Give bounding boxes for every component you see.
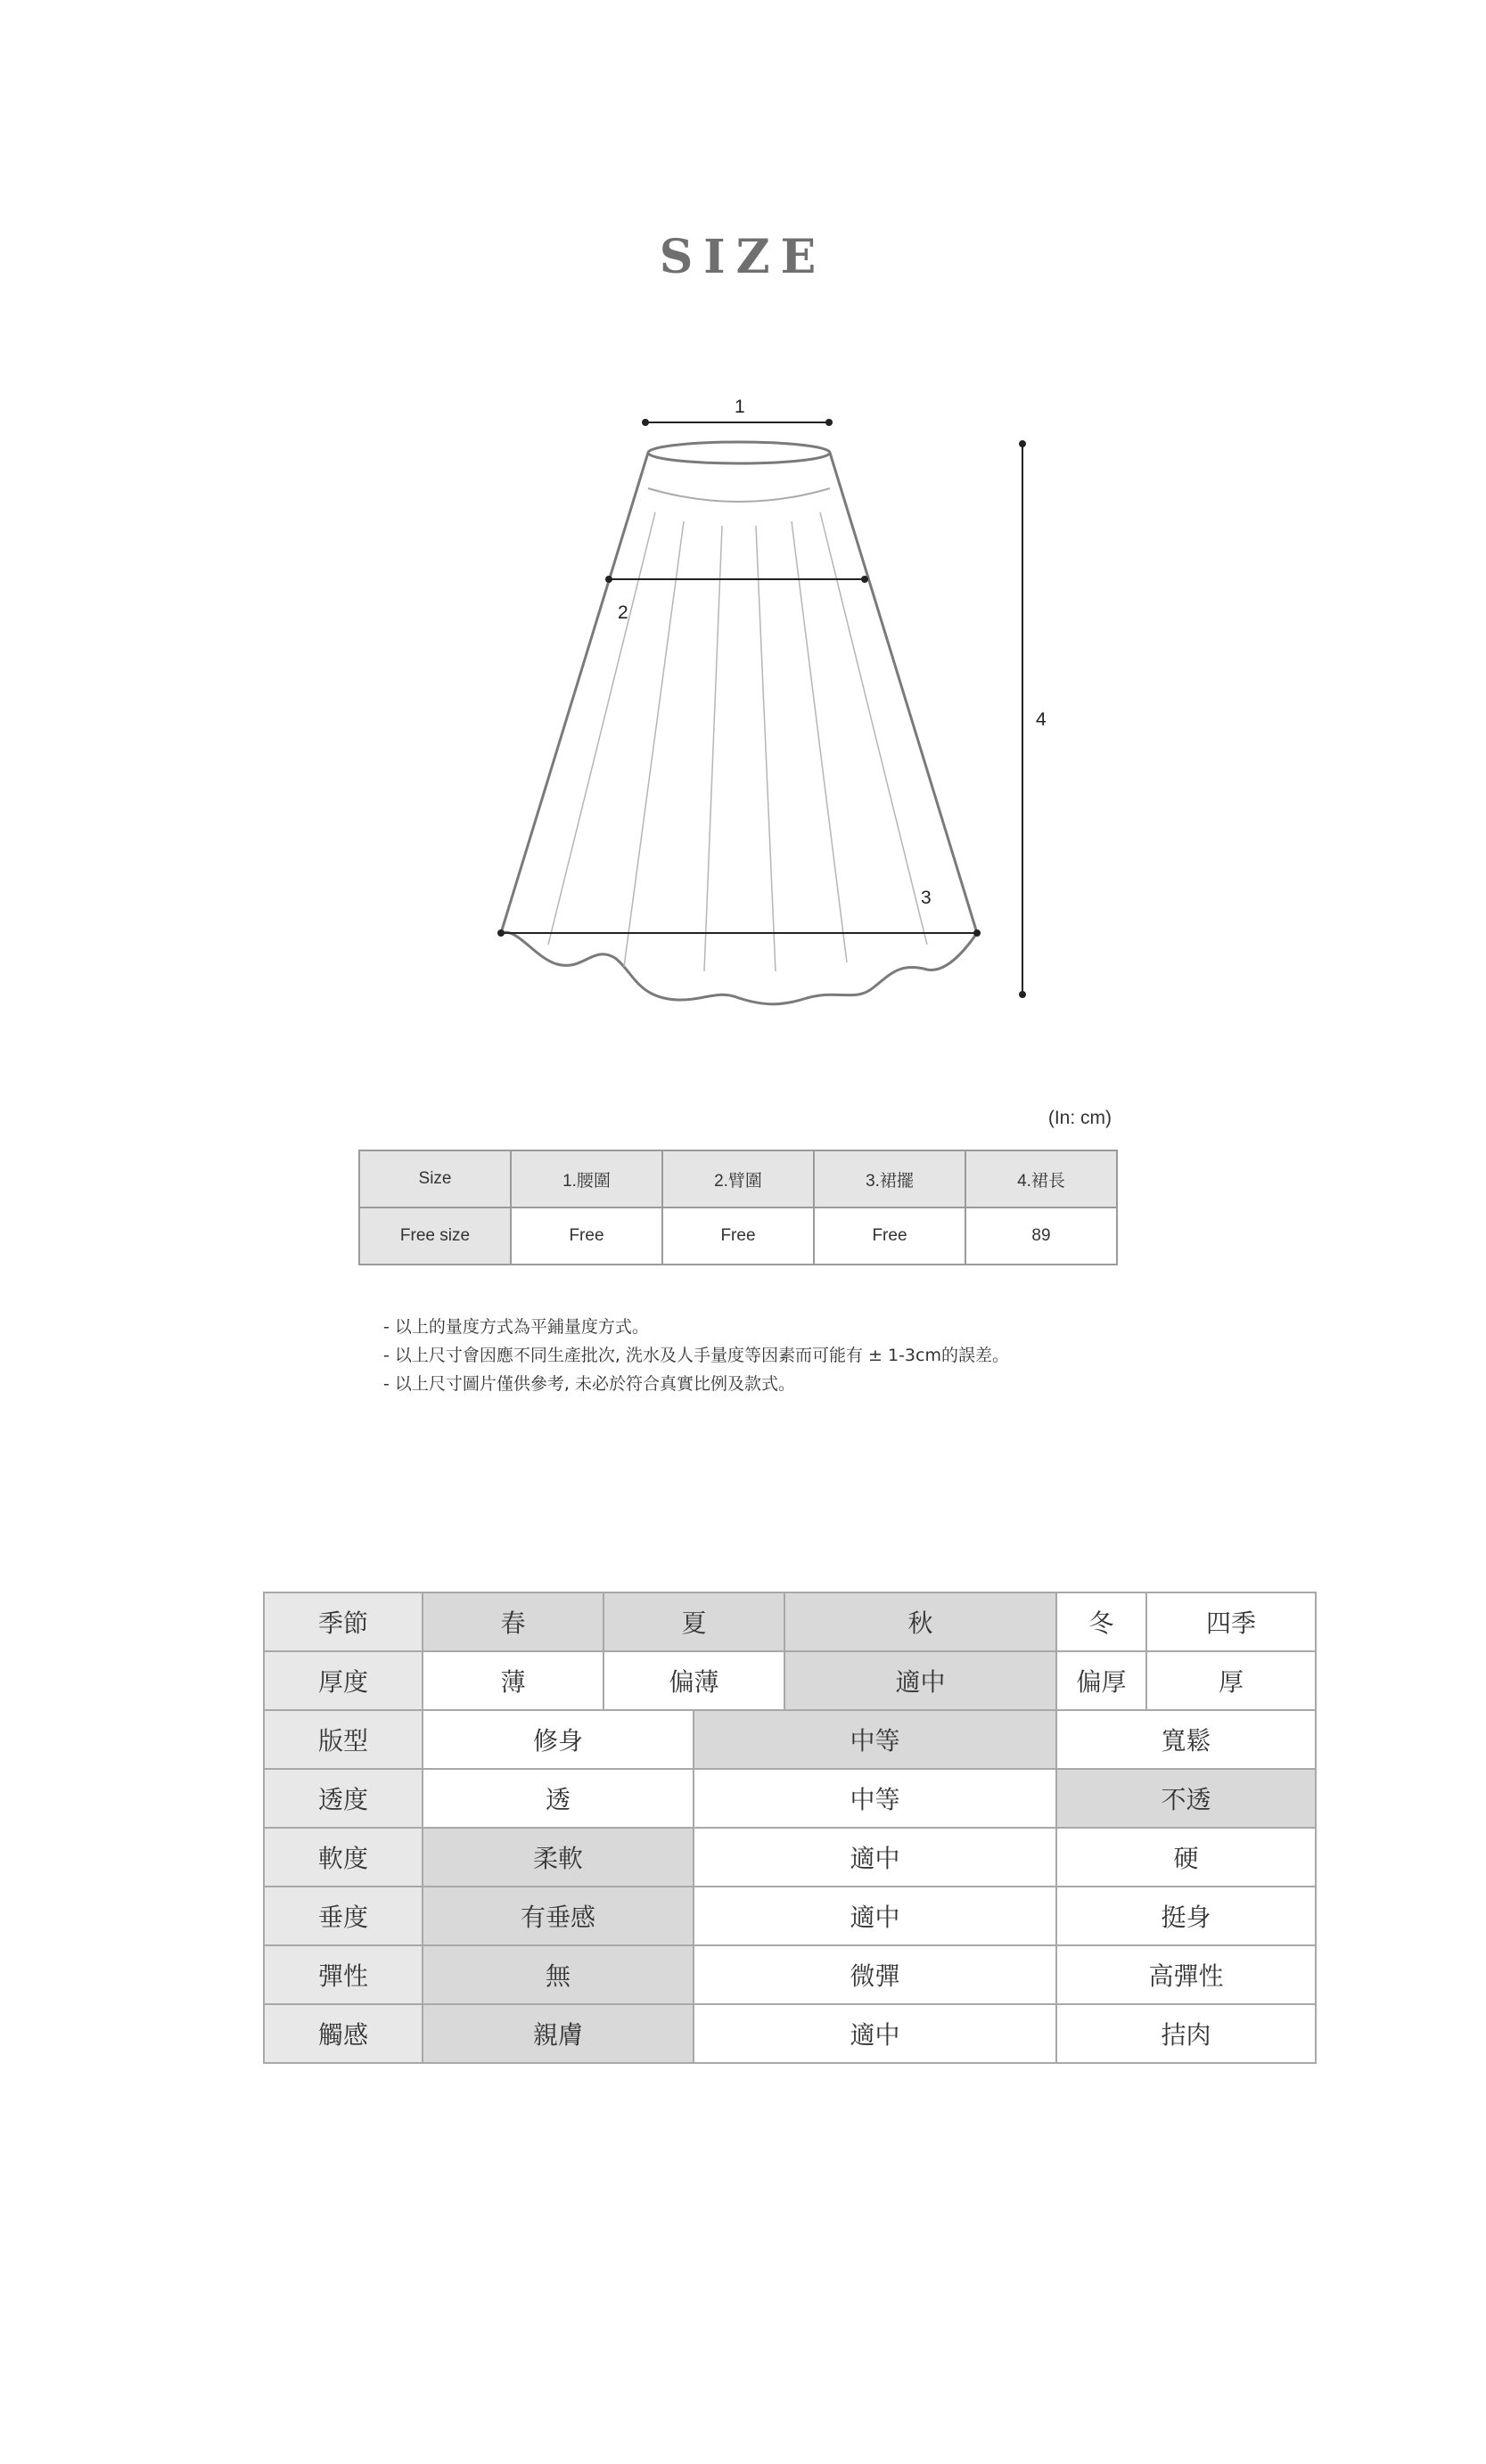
attribute-option: 拮肉 [1056,2004,1316,2063]
attribute-option: 修身 [423,1710,694,1769]
size-header-cell: 2.臂圍 [662,1150,814,1207]
attribute-option: 中等 [694,1710,1056,1769]
attribute-option: 親膚 [423,2004,694,2063]
attribute-option: 寬鬆 [1056,1710,1316,1769]
size-header-cell: 1.腰圍 [511,1150,662,1207]
attribute-option: 厚 [1146,1651,1316,1710]
waistband-top [648,442,830,463]
attribute-label: 軟度 [264,1828,423,1887]
attribute-option: 不透 [1056,1769,1316,1828]
attribute-option: 秋 [784,1592,1056,1651]
attribute-label: 厚度 [264,1651,423,1710]
measure-3-hem [497,929,981,937]
label-4: 4 [1036,709,1047,730]
attribute-option: 微彈 [694,1945,1056,2004]
table-row [264,1828,1316,1887]
measure-1-waist [642,419,833,426]
table-row [264,1710,1316,1769]
size-header-cell: 4.裙長 [965,1150,1117,1207]
size-cell: Free size [359,1207,511,1265]
note-line: - 以上的量度方式為平鋪量度方式。 [383,1317,649,1337]
unit-label: (In: cm) [1047,1108,1112,1128]
measure-4-length [1019,440,1026,998]
attribute-option: 有垂感 [423,1887,694,1945]
table-row [359,1207,1117,1265]
size-cell: Free [814,1207,965,1265]
attribute-option: 夏 [603,1592,784,1651]
attribute-option: 春 [423,1592,603,1651]
attribute-option: 適中 [694,2004,1056,2063]
attribute-option: 薄 [423,1651,603,1710]
table-row [264,2004,1316,2063]
attribute-option: 挺身 [1056,1887,1316,1945]
size-table [358,1150,1118,1265]
size-table-header [359,1150,1117,1207]
attribute-option: 柔軟 [423,1828,694,1887]
table-row [264,1945,1316,2004]
measurement-notes [383,1313,1009,1398]
table-row [264,1651,1316,1710]
attribute-label: 觸感 [264,2004,423,2063]
label-1: 1 [735,397,745,417]
attribute-option: 中等 [694,1769,1056,1828]
table-row [264,1769,1316,1828]
measure-2-hip [605,576,868,583]
waistband-bottom [648,488,830,502]
attribute-label: 季節 [264,1592,423,1651]
size-cell: Free [662,1207,814,1265]
attribute-label: 彈性 [264,1945,423,2004]
note-line: - 以上尺寸圖片僅供參考, 未必於符合真實比例及款式。 [383,1374,795,1394]
attribute-table [263,1592,1317,2064]
table-row [264,1592,1316,1651]
attribute-option: 無 [423,1945,694,2004]
attribute-label: 垂度 [264,1887,423,1945]
attribute-option: 透 [423,1769,694,1828]
attribute-label: 透度 [264,1769,423,1828]
attribute-option: 高彈性 [1056,1945,1316,2004]
page-title: SIZE [659,230,827,284]
label-2: 2 [618,602,628,623]
size-header-cell: 3.裙擺 [814,1150,965,1207]
note-line: - 以上尺寸會因應不同生產批次, 洗水及人手量度等因素而可能有 ± 1-3cm的誤差。 [383,1346,1009,1365]
size-header-cell: Size [359,1150,511,1207]
size-cell: 89 [965,1207,1117,1265]
attribute-option: 冬 [1056,1592,1146,1651]
table-row [264,1887,1316,1945]
attribute-option: 偏薄 [603,1651,784,1710]
attribute-option: 硬 [1056,1828,1316,1887]
attribute-option: 適中 [694,1828,1056,1887]
skirt-diagram [0,0,1486,1052]
label-3: 3 [921,888,932,908]
attribute-label: 版型 [264,1710,423,1769]
attribute-option: 適中 [694,1887,1056,1945]
skirt-outline [501,453,977,1004]
attribute-option: 適中 [784,1651,1056,1710]
size-cell: Free [511,1207,662,1265]
attribute-option: 四季 [1146,1592,1316,1651]
attribute-option: 偏厚 [1056,1651,1146,1710]
